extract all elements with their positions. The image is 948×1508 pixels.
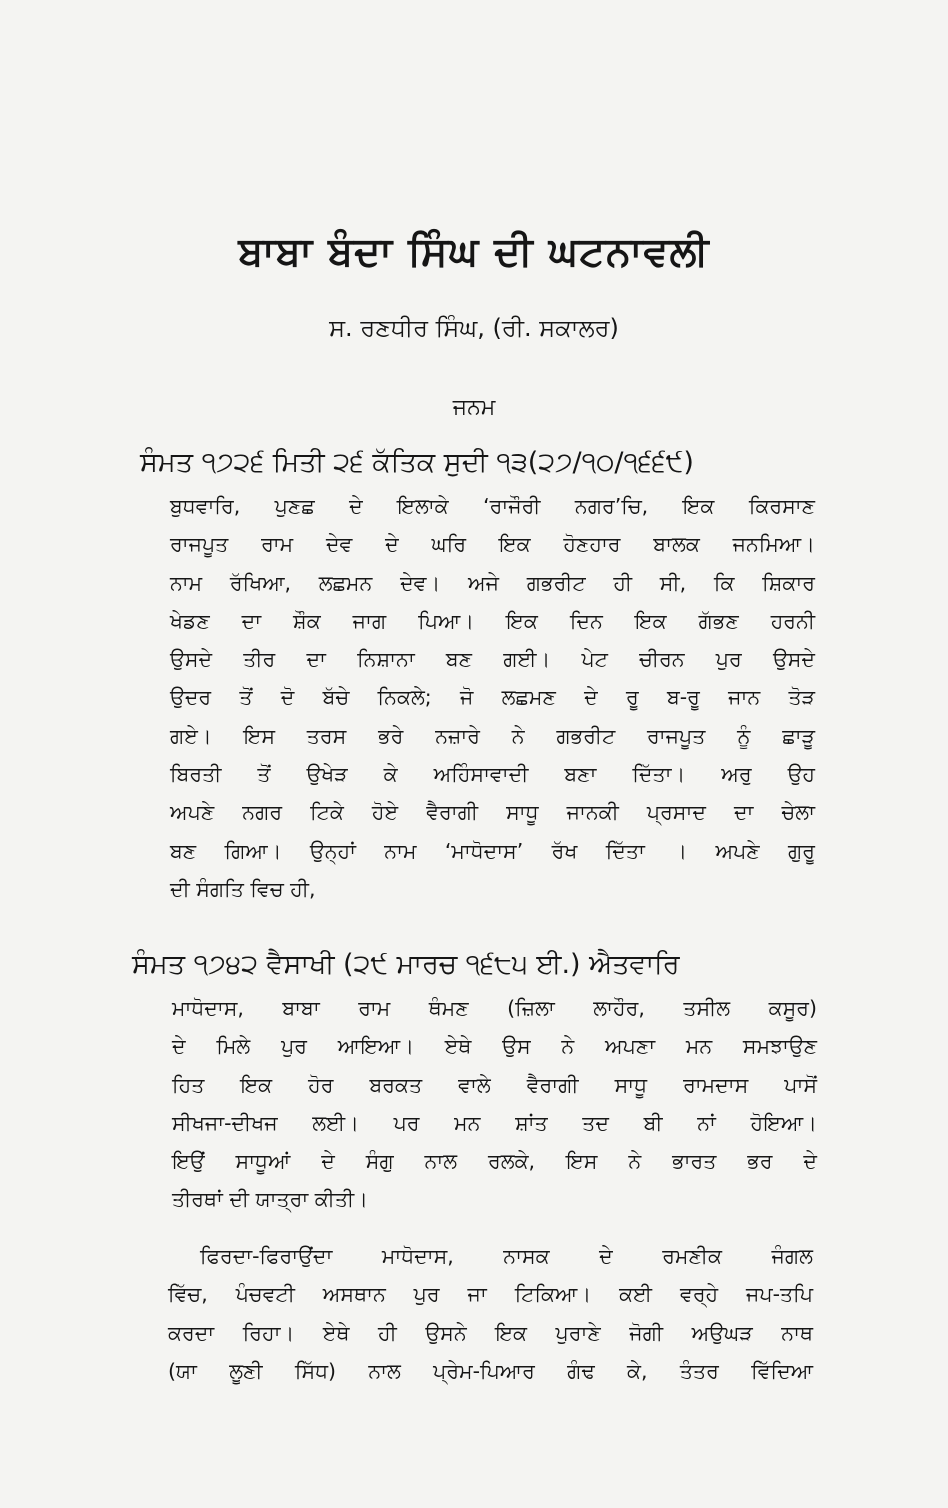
text-line: ਉਦਰ ਤੋਂ ਦੋ ਬੱਚੇ ਨਿਕਲੇ; ਜੋ ਲਛਮਣ ਦੇ ਰੂ ਬ-ਰੂ ਜਾਨ ਤੋੜ [170, 685, 815, 710]
author-line: ਸ. ਰਣਧੀਰ ਸਿੰਘ, (ਰੀ. ਸਕਾਲਰ) [329, 314, 619, 342]
section-heading: ਜਨਮ [452, 395, 496, 420]
text-line: ਦੀ ਸੰਗਤਿ ਵਿਚ ਹੀ, [170, 876, 316, 901]
entry-1-text [170, 487, 815, 908]
text-line: ਇਉਂ ਸਾਧੂਆਂ ਦੇ ਸੰਗੁ ਨਾਲ ਰਲਕੇ, ਇਸ ਨੇ ਭਾਰਤ ਭਰ ਦੇ [172, 1149, 817, 1174]
text-line: ਰਾਜਪੂਤ ਰਾਮ ਦੇਵ ਦੇ ਘਰਿ ਇਕ ਹੋਣਹਾਰ ਬਾਲਕ ਜਨਮਿਆ। [170, 532, 815, 557]
text-line: ਫਿਰਦਾ-ਫਿਰਾਉਂਦਾ ਮਾਧੋਦਾਸ, ਨਾਸਕ ਦੇ ਰਮਣੀਕ ਜੰਗਲ [200, 1244, 813, 1268]
entry-heading-2: ਸੰਮਤ ੧੭੪੨ ਵੈਸਾਖੀ (੨੯ ਮਾਰਚ ੧੬੮੫ ਈ.) ਐਤਵਾਰਿ [132, 949, 680, 980]
text-line: ਬਣ ਗਿਆ। ਉਨ੍ਹਾਂ ਨਾਮ ‘ਮਾਧੋਦਾਸ’ ਰੱਖ ਦਿੱਤਾ । ਅਪਣੇ ਗੁਰੂ [170, 838, 815, 863]
paragraph-text [168, 1237, 813, 1390]
text-line: ਉਸਦੇ ਤੀਰ ਦਾ ਨਿਸ਼ਾਨਾ ਬਣ ਗਈ। ਪੇਟ ਚੀਰਨ ਪੁਰ ਉਸਦੇ [170, 647, 815, 672]
text-line: ਬੁਧਵਾਰਿ, ਪੁਣਛ ਦੇ ਇਲਾਕੇ ‘ਰਾਜੌਰੀ ਨਗਰ’ਚਿ, ਇਕ ਕਿਰਸਾਣ [170, 494, 815, 518]
text-line: ਅਪਣੇ ਨਗਰ ਟਿਕੇ ਹੋਏ ਵੈਰਾਗੀ ਸਾਧੂ ਜਾਨਕੀ ਪ੍ਰਸਾਦ ਦਾ ਚੇਲਾ [170, 800, 815, 825]
text-line: ਤੀਰਥਾਂ ਦੀ ਯਾਤ੍ਰਾ ਕੀਤੀ। [172, 1187, 368, 1212]
text-line: ਮਾਧੋਦਾਸ, ਬਾਬਾ ਰਾਮ ਥੰਮਣ (ਜ਼ਿਲਾ ਲਾਹੌਰ, ਤਸੀਲ ਕਸੂਰ) [172, 996, 817, 1020]
text-line: ਸੀਖਜਾ-ਦੀਖਜ ਲਈ। ਪਰ ਮਨ ਸ਼ਾਂਤ ਤਦ ਬੀ ਨਾਂ ਹੋਇਆ। [172, 1110, 817, 1135]
entry-2-text [172, 989, 817, 1219]
text-line: (ਯਾ ਲੂਣੀ ਸਿੱਧ) ਨਾਲ ਪ੍ਰੇਮ-ਪਿਆਰ ਗੰਢ ਕੇ, ਤੰਤਰ ਵਿੱਦਿਆ [168, 1358, 813, 1383]
text-line: ਦੇ ਮਿਲੇ ਪੁਰ ਆਇਆ। ਏਥੇ ਉਸ ਨੇ ਅਪਣਾ ਮਨ ਸਮਝਾਉਣ [172, 1034, 817, 1059]
entry-heading-1: ਸੰਮਤ ੧੭੨੬ ਮਿਤੀ ੨੬ ਕੱਤਿਕ ਸੁਦੀ ੧੩(੨੭/੧੦/੧੬੬੯) [140, 447, 694, 478]
text-line: ਬਿਰਤੀ ਤੋਂ ਉਖੇੜ ਕੇ ਅਹਿੰਸਾਵਾਦੀ ਬਣਾ ਦਿੱਤਾ। ਅਰੁ ਉਹ [170, 762, 815, 787]
text-line: ਕਰਦਾ ਰਿਹਾ। ਏਥੇ ਹੀ ਉਸਨੇ ਇਕ ਪੁਰਾਣੇ ਜੋਗੀ ਅਉਘੜ ਨਾਥ [168, 1320, 813, 1345]
text-line: ਨਾਮ ਰੱਖਿਆ, ਲਛਮਨ ਦੇਵ। ਅਜੇ ਗਭਰੀਟ ਹੀ ਸੀ, ਕਿ ਸ਼ਿਕਾਰ [170, 570, 815, 595]
page-title: ਬਾਬਾ ਬੰਦਾ ਸਿੰਘ ਦੀ ਘਟਨਾਵਲੀ [238, 229, 710, 275]
text-line: ਹਿਤ ਇਕ ਹੋਰ ਬਰਕਤ ਵਾਲੇ ਵੈਰਾਗੀ ਸਾਧੂ ਰਾਮਦਾਸ ਪਾਸੋਂ [172, 1072, 817, 1097]
text-line: ਗਏ। ਇਸ ਤਰਸ ਭਰੇ ਨਜ਼ਾਰੇ ਨੇ ਗਭਰੀਟ ਰਾਜਪੂਤ ਨੂੰ ਛਾੜੂ [170, 723, 815, 748]
text-line: ਖੇਡਣ ਦਾ ਸ਼ੌਕ ਜਾਗ ਪਿਆ। ਇਕ ਦਿਨ ਇਕ ਗੱਭਣ ਹਰਨੀ [170, 608, 815, 633]
text-line: ਵਿੱਚ, ਪੰਚਵਟੀ ਅਸਥਾਨ ਪੁਰ ਜਾ ਟਿਕਿਆ। ਕਈ ਵਰ੍ਹੇ ਜਪ-ਤਪਿ [168, 1282, 813, 1307]
